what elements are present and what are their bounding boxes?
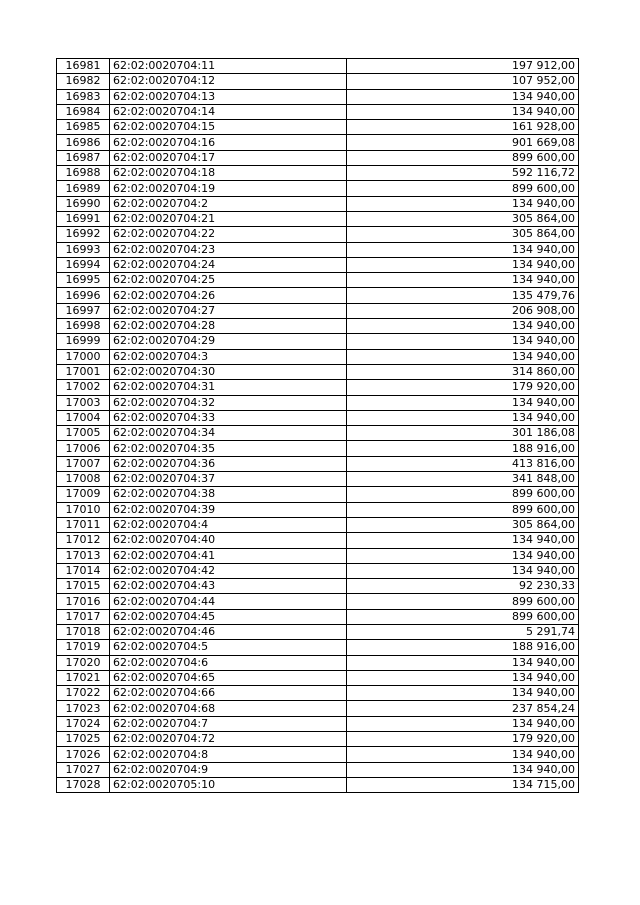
cadastral-number-cell: 62:02:0020704:68 — [110, 701, 347, 716]
table-row — [57, 747, 579, 762]
row-number-cell: 16997 — [57, 303, 110, 318]
row-number-cell: 17006 — [57, 441, 110, 456]
cadastral-number-cell: 62:02:0020704:66 — [110, 686, 347, 701]
table-row — [57, 548, 579, 563]
row-number-cell: 16994 — [57, 257, 110, 272]
row-number-cell: 17023 — [57, 701, 110, 716]
value-cell: 197 912,00 — [347, 59, 579, 74]
table-row — [57, 487, 579, 502]
cadastral-number-cell: 62:02:0020704:35 — [110, 441, 347, 456]
row-number-cell: 17016 — [57, 594, 110, 609]
value-cell: 188 916,00 — [347, 441, 579, 456]
value-cell: 134 940,00 — [347, 716, 579, 731]
cadastral-number-cell: 62:02:0020704:39 — [110, 502, 347, 517]
cadastral-number-cell: 62:02:0020704:36 — [110, 456, 347, 471]
row-number-cell: 16987 — [57, 150, 110, 165]
value-cell: 134 940,00 — [347, 762, 579, 777]
value-cell: 134 940,00 — [347, 410, 579, 425]
cadastral-number-cell: 62:02:0020704:19 — [110, 181, 347, 196]
value-cell: 305 864,00 — [347, 211, 579, 226]
cadastral-number-cell: 62:02:0020704:15 — [110, 120, 347, 135]
cadastral-number-cell: 62:02:0020704:8 — [110, 747, 347, 762]
row-number-cell: 17001 — [57, 364, 110, 379]
table-row — [57, 533, 579, 548]
row-number-cell: 17003 — [57, 395, 110, 410]
value-cell: 5 291,74 — [347, 624, 579, 639]
cadastral-number-cell: 62:02:0020704:5 — [110, 640, 347, 655]
table-row — [57, 686, 579, 701]
row-number-cell: 17024 — [57, 716, 110, 731]
cadastral-number-cell: 62:02:0020704:25 — [110, 273, 347, 288]
cadastral-number-cell: 62:02:0020704:11 — [110, 59, 347, 74]
cadastral-number-cell: 62:02:0020705:10 — [110, 777, 347, 792]
table-row — [57, 227, 579, 242]
value-cell: 413 816,00 — [347, 456, 579, 471]
value-cell: 134 940,00 — [347, 563, 579, 578]
cadastral-number-cell: 62:02:0020704:34 — [110, 426, 347, 441]
row-number-cell: 17010 — [57, 502, 110, 517]
cadastral-number-cell: 62:02:0020704:31 — [110, 380, 347, 395]
row-number-cell: 16986 — [57, 135, 110, 150]
row-number-cell: 17008 — [57, 472, 110, 487]
cadastral-number-cell: 62:02:0020704:40 — [110, 533, 347, 548]
value-cell: 134 940,00 — [347, 334, 579, 349]
row-number-cell: 16985 — [57, 120, 110, 135]
value-cell: 134 940,00 — [347, 670, 579, 685]
cadastral-number-cell: 62:02:0020704:38 — [110, 487, 347, 502]
value-cell: 92 230,33 — [347, 579, 579, 594]
row-number-cell: 17019 — [57, 640, 110, 655]
table-row — [57, 517, 579, 532]
cadastral-number-cell: 62:02:0020704:9 — [110, 762, 347, 777]
value-cell: 134 715,00 — [347, 777, 579, 792]
row-number-cell: 16982 — [57, 74, 110, 89]
cadastral-number-cell: 62:02:0020704:18 — [110, 166, 347, 181]
row-number-cell: 17004 — [57, 410, 110, 425]
cadastral-number-cell: 62:02:0020704:3 — [110, 349, 347, 364]
value-cell: 899 600,00 — [347, 487, 579, 502]
cadastral-number-cell: 62:02:0020704:21 — [110, 211, 347, 226]
row-number-cell: 16999 — [57, 334, 110, 349]
row-number-cell: 16993 — [57, 242, 110, 257]
row-number-cell: 16996 — [57, 288, 110, 303]
row-number-cell: 17020 — [57, 655, 110, 670]
table-row — [57, 303, 579, 318]
cadastral-number-cell: 62:02:0020704:46 — [110, 624, 347, 639]
value-cell: 134 940,00 — [347, 395, 579, 410]
cadastral-number-cell: 62:02:0020704:29 — [110, 334, 347, 349]
cadastral-number-cell: 62:02:0020704:43 — [110, 579, 347, 594]
cadastral-number-cell: 62:02:0020704:28 — [110, 319, 347, 334]
row-number-cell: 16989 — [57, 181, 110, 196]
value-cell: 314 860,00 — [347, 364, 579, 379]
cadastral-number-cell: 62:02:0020704:26 — [110, 288, 347, 303]
value-cell: 135 479,76 — [347, 288, 579, 303]
table-row — [57, 716, 579, 731]
cadastral-number-cell: 62:02:0020704:17 — [110, 150, 347, 165]
value-cell: 899 600,00 — [347, 181, 579, 196]
cadastral-number-cell: 62:02:0020704:45 — [110, 609, 347, 624]
cadastral-number-cell: 62:02:0020704:14 — [110, 104, 347, 119]
value-cell: 188 916,00 — [347, 640, 579, 655]
table-row — [57, 563, 579, 578]
table-row — [57, 701, 579, 716]
table-row — [57, 120, 579, 135]
value-cell: 899 600,00 — [347, 594, 579, 609]
row-number-cell: 16984 — [57, 104, 110, 119]
table-row — [57, 364, 579, 379]
cadastral-number-cell: 62:02:0020704:65 — [110, 670, 347, 685]
table-row — [57, 196, 579, 211]
table-row — [57, 59, 579, 74]
table-row — [57, 380, 579, 395]
value-cell: 134 940,00 — [347, 533, 579, 548]
table-row — [57, 211, 579, 226]
row-number-cell: 17002 — [57, 380, 110, 395]
row-number-cell: 16983 — [57, 89, 110, 104]
cadastral-number-cell: 62:02:0020704:32 — [110, 395, 347, 410]
cadastral-number-cell: 62:02:0020704:27 — [110, 303, 347, 318]
row-number-cell: 17027 — [57, 762, 110, 777]
table-row — [57, 456, 579, 471]
table-row — [57, 89, 579, 104]
row-number-cell: 17005 — [57, 426, 110, 441]
cadastral-value-table — [56, 58, 579, 793]
value-cell: 134 940,00 — [347, 747, 579, 762]
cadastral-number-cell: 62:02:0020704:16 — [110, 135, 347, 150]
table-body — [57, 59, 579, 793]
cadastral-number-cell: 62:02:0020704:44 — [110, 594, 347, 609]
cadastral-number-cell: 62:02:0020704:7 — [110, 716, 347, 731]
table-row — [57, 655, 579, 670]
cadastral-number-cell: 62:02:0020704:12 — [110, 74, 347, 89]
table-row — [57, 319, 579, 334]
cadastral-number-cell: 62:02:0020704:42 — [110, 563, 347, 578]
cadastral-number-cell: 62:02:0020704:37 — [110, 472, 347, 487]
cadastral-number-cell: 62:02:0020704:72 — [110, 732, 347, 747]
cadastral-number-cell: 62:02:0020704:33 — [110, 410, 347, 425]
table-row — [57, 288, 579, 303]
value-cell: 134 940,00 — [347, 89, 579, 104]
row-number-cell: 17007 — [57, 456, 110, 471]
table-row — [57, 334, 579, 349]
row-number-cell: 17026 — [57, 747, 110, 762]
row-number-cell: 16981 — [57, 59, 110, 74]
cadastral-number-cell: 62:02:0020704:4 — [110, 517, 347, 532]
table-row — [57, 670, 579, 685]
table-row — [57, 104, 579, 119]
table-row — [57, 624, 579, 639]
value-cell: 179 920,00 — [347, 732, 579, 747]
value-cell: 592 116,72 — [347, 166, 579, 181]
row-number-cell: 17017 — [57, 609, 110, 624]
value-cell: 301 186,08 — [347, 426, 579, 441]
row-number-cell: 17014 — [57, 563, 110, 578]
table-row — [57, 579, 579, 594]
value-cell: 134 940,00 — [347, 257, 579, 272]
cadastral-number-cell: 62:02:0020704:30 — [110, 364, 347, 379]
value-cell: 899 600,00 — [347, 150, 579, 165]
value-cell: 134 940,00 — [347, 548, 579, 563]
cadastral-number-cell: 62:02:0020704:41 — [110, 548, 347, 563]
row-number-cell: 17011 — [57, 517, 110, 532]
value-cell: 305 864,00 — [347, 227, 579, 242]
row-number-cell: 16992 — [57, 227, 110, 242]
table-row — [57, 150, 579, 165]
table-row — [57, 732, 579, 747]
table-row — [57, 395, 579, 410]
value-cell: 341 848,00 — [347, 472, 579, 487]
value-cell: 899 600,00 — [347, 502, 579, 517]
cadastral-number-cell: 62:02:0020704:2 — [110, 196, 347, 211]
cadastral-number-cell: 62:02:0020704:6 — [110, 655, 347, 670]
cadastral-number-cell: 62:02:0020704:24 — [110, 257, 347, 272]
table-row — [57, 472, 579, 487]
row-number-cell: 17021 — [57, 670, 110, 685]
row-number-cell: 16988 — [57, 166, 110, 181]
value-cell: 901 669,08 — [347, 135, 579, 150]
table-row — [57, 762, 579, 777]
value-cell: 134 940,00 — [347, 686, 579, 701]
cadastral-number-cell: 62:02:0020704:22 — [110, 227, 347, 242]
row-number-cell: 17012 — [57, 533, 110, 548]
value-cell: 134 940,00 — [347, 104, 579, 119]
value-cell: 179 920,00 — [347, 380, 579, 395]
table-row — [57, 594, 579, 609]
row-number-cell: 17009 — [57, 487, 110, 502]
value-cell: 134 940,00 — [347, 655, 579, 670]
value-cell: 899 600,00 — [347, 609, 579, 624]
value-cell: 206 908,00 — [347, 303, 579, 318]
table-row — [57, 74, 579, 89]
value-cell: 134 940,00 — [347, 319, 579, 334]
value-cell: 305 864,00 — [347, 517, 579, 532]
row-number-cell: 17028 — [57, 777, 110, 792]
table-row — [57, 349, 579, 364]
table-row — [57, 135, 579, 150]
table-row — [57, 502, 579, 517]
row-number-cell: 17018 — [57, 624, 110, 639]
row-number-cell: 16990 — [57, 196, 110, 211]
table-row — [57, 640, 579, 655]
row-number-cell: 16995 — [57, 273, 110, 288]
value-cell: 134 940,00 — [347, 273, 579, 288]
table-row — [57, 181, 579, 196]
table-row — [57, 257, 579, 272]
table-row — [57, 609, 579, 624]
row-number-cell: 17022 — [57, 686, 110, 701]
value-cell: 134 940,00 — [347, 349, 579, 364]
value-cell: 107 952,00 — [347, 74, 579, 89]
table-row — [57, 441, 579, 456]
row-number-cell: 17013 — [57, 548, 110, 563]
table-row — [57, 777, 579, 792]
table-row — [57, 166, 579, 181]
row-number-cell: 17015 — [57, 579, 110, 594]
value-cell: 134 940,00 — [347, 242, 579, 257]
table-row — [57, 273, 579, 288]
table-row — [57, 242, 579, 257]
value-cell: 161 928,00 — [347, 120, 579, 135]
row-number-cell: 16998 — [57, 319, 110, 334]
cadastral-number-cell: 62:02:0020704:23 — [110, 242, 347, 257]
table-row — [57, 426, 579, 441]
value-cell: 237 854,24 — [347, 701, 579, 716]
row-number-cell: 17025 — [57, 732, 110, 747]
row-number-cell: 16991 — [57, 211, 110, 226]
row-number-cell: 17000 — [57, 349, 110, 364]
cadastral-number-cell: 62:02:0020704:13 — [110, 89, 347, 104]
table-row — [57, 410, 579, 425]
value-cell: 134 940,00 — [347, 196, 579, 211]
